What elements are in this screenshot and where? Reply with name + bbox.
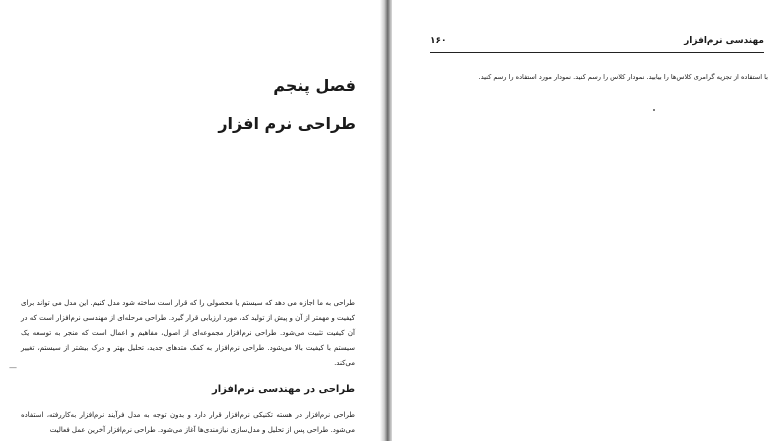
chapter-number: فصل پنجم <box>273 76 356 95</box>
right-page-text: با استفاده از تجزیه گرامری کلاس‌ها را بیابید. نمودار کلاس را رسم کنید. نمودار مورد استفاده را رسم کنید. <box>478 73 768 81</box>
running-head-title: مهندسی نرم‌افزار <box>684 36 764 46</box>
section-paragraph: طراحی نرم‌افزار در هسته تکنیکی نرم‌افزار قرار دارد و بدون توجه به مدل فرآیند نرم‌افزار به‌کاررفته، استفاده می‌شود. طراحی پس از تحلیل و مدل‌سازی نیازمندی‌ها آغاز می‌شود. طراحی نرم‌افزار آخرین عمل فعالیت <box>21 411 355 434</box>
right-page <box>392 0 784 441</box>
page-number: ۱۶۰ <box>430 36 447 46</box>
section-heading: طراحی در مهندسی نرم‌افزار <box>211 384 355 395</box>
left-page <box>0 0 383 441</box>
speck <box>653 109 655 111</box>
intro-paragraph: طراحی به ما اجازه می دهد که سیستم یا محصولی را که قرار است ساخته شود مدل کنیم. این مدل می تواند برای کیفیت و مهمتر از آن و پیش از تولید کد، مورد ارزیابی قرار گیرد. طراحی مرحله‌ای از مهندسی نرم‌افزار است که در آن کیفیت تثبیت می‌شود. طراحی نرم‌افزار مجموعه‌ای از اصول، مفاهیم و اعمال است که منجر به توسعه یک سیستم با کیفیت بالا می‌شود. طراحی نرم‌افزار به کمک متدهای جدید، تحلیل بهتر و درک بیشتر از سیستم، تغییر می‌کند. <box>21 299 355 367</box>
running-head <box>430 36 764 53</box>
chapter-title: طراحی نرم افزار <box>218 114 356 133</box>
margin-mark: — <box>9 363 17 372</box>
